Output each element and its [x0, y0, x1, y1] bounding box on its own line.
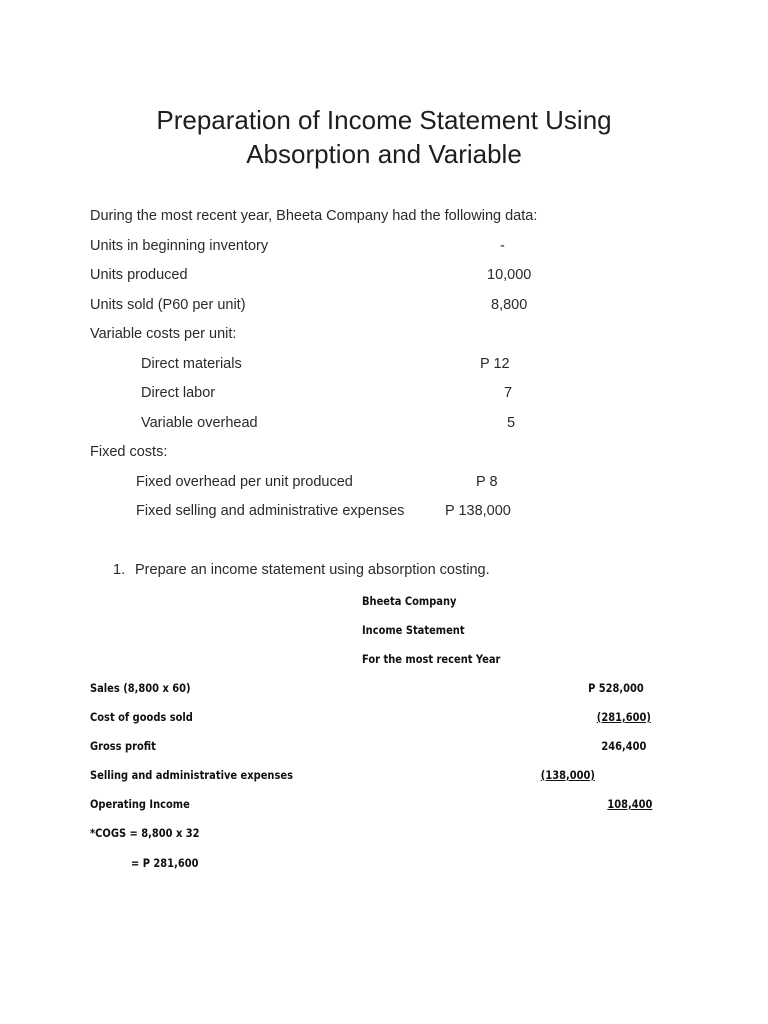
statement-period: For the most recent Year — [362, 652, 501, 666]
data-value: - — [500, 238, 505, 254]
data-value: P 12 — [480, 356, 510, 372]
statement-value: 246,400 — [600, 739, 646, 753]
question-text: Prepare an income statement using absorption costing. — [135, 562, 490, 578]
statement-value: P 528,000 — [588, 681, 644, 695]
data-value: 5 — [507, 415, 516, 431]
data-label: Units in beginning inventory — [90, 238, 269, 254]
cogs-note-line-2: = P 281,600 — [131, 856, 199, 870]
data-label: Fixed selling and administrative expenses — [136, 503, 405, 519]
data-label: Direct materials — [141, 356, 242, 372]
document-title — [84, 103, 684, 171]
data-label: Fixed overhead per unit produced — [136, 474, 353, 490]
question-number: 1. — [113, 562, 126, 578]
data-label: Direct labor — [141, 385, 216, 401]
statement-value: (281,600) — [596, 710, 651, 724]
statement-label: Selling and administrative expenses — [90, 768, 293, 782]
data-label: Units produced — [90, 267, 188, 283]
statement-name: Income Statement — [362, 623, 465, 637]
title-line-1: Preparation of Income Statement Using — [156, 105, 612, 135]
intro-text: During the most recent year, Bheeta Company had the following data: — [90, 208, 538, 224]
data-label: Variable costs per unit: — [90, 326, 237, 342]
title-line-2: Absorption and Variable — [246, 139, 522, 169]
data-value: P 8 — [476, 474, 498, 490]
statement-value: (138,000) — [540, 768, 595, 782]
cogs-note-line-1: *COGS = 8,800 x 32 — [90, 826, 200, 840]
data-value: P 138,000 — [445, 503, 511, 519]
statement-company: Bheeta Company — [362, 594, 457, 608]
statement-label: Cost of goods sold — [90, 710, 193, 724]
statement-label: Operating Income — [90, 797, 190, 811]
data-label: Variable overhead — [141, 415, 258, 431]
data-label: Units sold (P60 per unit) — [90, 297, 246, 313]
data-value: 7 — [504, 385, 513, 401]
data-label: Fixed costs: — [90, 444, 168, 460]
data-value: 8,800 — [491, 297, 528, 313]
statement-label: Gross profit — [90, 739, 156, 753]
statement-value: 108,400 — [606, 797, 652, 811]
statement-label: Sales (8,800 x 60) — [90, 681, 191, 695]
data-value: 10,000 — [487, 267, 532, 283]
